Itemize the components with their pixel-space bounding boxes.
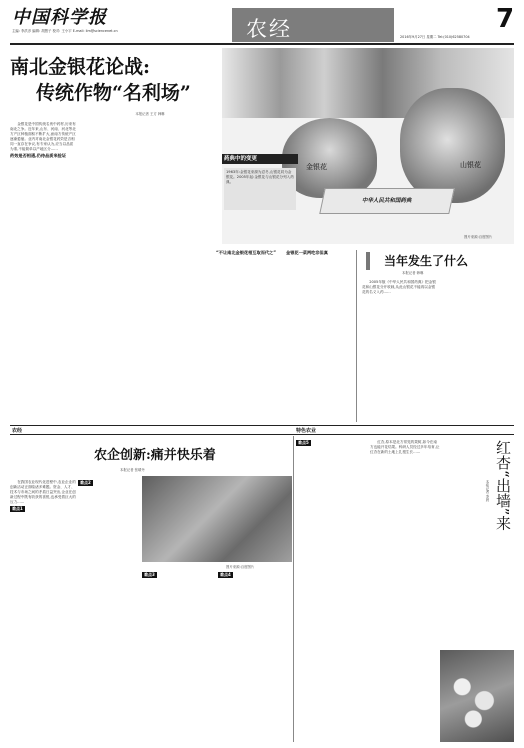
step-1-badge: 难点1: [12, 506, 23, 511]
top-story-title-line2: 传统作物“名利场”: [36, 82, 191, 104]
top-story-lead: 金银花是中国传统名贵中药材,历来有南北之争。近年来,山东、河南、河北等北方产区种植面积不断扩大,而南方传统产区逐渐萎缩。业内对南北金银花药效是否相同一直存在争议,有专家认为,应当以品质为准,不能简单以产地区分……: [10, 122, 76, 151]
bottom-step-5: [296, 440, 366, 446]
bottom-story-title: 农企创新:痛并快乐着: [94, 448, 216, 463]
top-story-subhead-1: 药效是否相通,仍待品质来验证: [10, 153, 67, 158]
step-2-badge: 难点2: [80, 480, 91, 485]
label-jinyinhua: 金银花: [306, 163, 327, 171]
sidebar-title: 当年发生了什么: [384, 254, 469, 268]
bottom-col-5: [296, 440, 366, 742]
masthead: [0, 0, 524, 44]
masthead-meta: 主编: 李洪彦 编辑: 胡慧子 校对: 王小宇 E-mail: lim@sciencenet.cn: [12, 29, 118, 33]
center-divider: [293, 436, 294, 742]
pharmacopoeia-book: [319, 188, 455, 214]
top-photo: [222, 48, 514, 244]
sidebar-body-col-1: [362, 280, 436, 420]
bottom-step-1: [10, 506, 76, 512]
step-5-badge: 难点5: [298, 440, 309, 445]
section-title: 农经: [246, 17, 292, 41]
book-title: 中华人民共和国药典: [361, 198, 413, 204]
honeysuckle-plant-right: [400, 88, 505, 203]
right-feature-col-1: [370, 440, 440, 640]
top-photo-credit: 图片来源:百度图片: [464, 235, 493, 239]
sidebar-lead: 2005年版《中华人民共和国药典》把金银花和山银花分开收载,从此山银花不能再以金银花的名义入药……: [362, 280, 436, 294]
top-story-title-line1: 南北金银花论战:: [10, 56, 151, 78]
bottom-photo-credit: 图片来源:百度图片: [226, 565, 255, 569]
factory-photo: [142, 476, 292, 562]
bottom-band-rule-2: [10, 434, 514, 435]
bottom-col-2: [78, 480, 140, 742]
section-banner: [232, 8, 394, 42]
bottom-band-right-tag: 特色农业: [296, 428, 317, 434]
top-story-col-5: [286, 250, 352, 420]
top-story-col-4: [216, 250, 282, 420]
bottom-band-left-tag: 农经: [12, 428, 23, 434]
top-story-subhead-2: “不让南北金银花相互取而代之”: [216, 250, 276, 255]
date-line: 2016年9月27日 星期二 Tel:(010)62580704: [400, 35, 470, 39]
bottom-story-byline: 本报记者 张晴丹: [120, 468, 145, 472]
right-feature-byline: 本报记者 李晨: [485, 480, 489, 502]
pharmacopoeia-banner-text: 药典中的变更: [224, 156, 258, 162]
step-4-badge: 难点4: [220, 572, 231, 577]
newspaper-logo: 中国科学报: [12, 7, 107, 28]
sidebar-byline: 本报记者 韩琳: [402, 271, 424, 275]
bottom-step-2: [78, 480, 140, 486]
label-shanyinhua: 山银花: [460, 161, 481, 169]
sidebar-title-block: [362, 252, 514, 276]
pharmacopoeia-note: 1963年:金银花来源为忍冬,山银花同为金银花。2005年起:金银花与山银花分列入药典。: [224, 168, 296, 210]
sidebar-divider: [356, 250, 357, 422]
right-feature-col-2: [444, 440, 490, 640]
bottom-step-4: [218, 572, 292, 578]
bottom-band-rule: [10, 425, 514, 426]
step-3-badge: 难点3: [144, 572, 155, 577]
top-story-col-2: [80, 122, 144, 420]
bottom-col-1: [10, 480, 76, 742]
pharmacopoeia-banner: [222, 154, 298, 164]
sidebar-body-col-2: [440, 280, 514, 420]
bottom-story-lead: 在我国农业现代化进程中,农业企业的创新活动正面临诸多难题。资金、人才、技术与市场之间的矛盾日益突出,企业在创新过程中既有收获的喜悦,也承受着巨大的压力……: [10, 480, 76, 504]
masthead-rule: [10, 43, 514, 45]
top-story-col-1: [10, 122, 76, 420]
apricot-photo: [440, 650, 514, 742]
bottom-step-3: [142, 572, 216, 578]
page-number: 7: [496, 4, 515, 34]
right-feature-title: 红杏“出墙”来: [494, 440, 512, 531]
top-story-subhead-3: 金银花一菜两吃非但真: [286, 250, 328, 255]
top-story-col-3: [148, 122, 212, 420]
top-story-byline: 本报记者 王方 韩琳: [135, 112, 165, 116]
bottom-col-4: [218, 572, 292, 742]
sidebar-title-box: [366, 252, 370, 270]
bottom-col-3: [142, 572, 216, 742]
top-story-title: [10, 54, 220, 106]
right-feature-lead: 红杏,原本是北方常见的果树,如今在南方也能开花结果。科研人员经过多年培育,让红杏在新的土地上扎根生长……: [370, 440, 440, 454]
